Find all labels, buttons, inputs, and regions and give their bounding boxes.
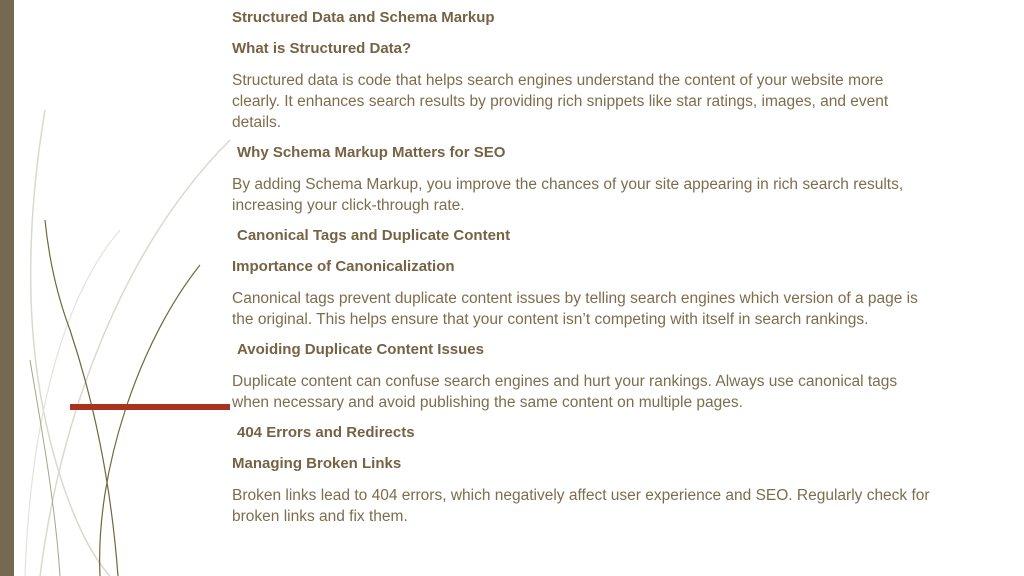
- heading-canonicalization: Importance of Canonicalization: [232, 258, 455, 275]
- heading-what-is-structured-data: What is Structured Data?: [232, 40, 412, 57]
- slide-content: [232, 8, 932, 537]
- heading-avoiding-duplicates: Avoiding Duplicate Content Issues: [237, 341, 484, 358]
- paragraph-canonical: Canonical tags prevent duplicate content issues by telling search engines which version of a page is the original. This helps ensure that your content isn’t competing with itself in search rankings.: [232, 290, 918, 328]
- paragraph-broken-links: Broken links lead to 404 errors, which negatively affect user experience and SEO. Regularly check for broken links and fix them.: [232, 487, 930, 525]
- curve-dark-2: [45, 220, 118, 576]
- paragraph-schema: By adding Schema Markup, you improve the chances of your site appearing in rich search results, increasing your click-through rate.: [232, 176, 904, 214]
- curve-light-2: [40, 140, 230, 576]
- accent-line: [70, 404, 230, 410]
- decorative-curves: [0, 0, 240, 576]
- heading-404-errors: 404 Errors and Redirects: [237, 424, 415, 441]
- heading-canonical-tags: Canonical Tags and Duplicate Content: [237, 227, 511, 244]
- curve-light-3: [25, 230, 120, 576]
- paragraph-duplicates: Duplicate content can confuse search engines and hurt your rankings. Always use canonical tags when necessary and avoid publishing the same content on multiple pages.: [232, 373, 898, 411]
- paragraph-structured-data: Structured data is code that helps search engines understand the content of your website more clearly. It enhances search results by providing rich snippets like star ratings, images, and event details.: [232, 72, 889, 131]
- curve-light-1: [31, 110, 110, 576]
- heading-broken-links: Managing Broken Links: [232, 455, 402, 472]
- heading-why-schema: Why Schema Markup Matters for SEO: [237, 144, 506, 161]
- heading-structured-data: Structured Data and Schema Markup: [232, 9, 495, 26]
